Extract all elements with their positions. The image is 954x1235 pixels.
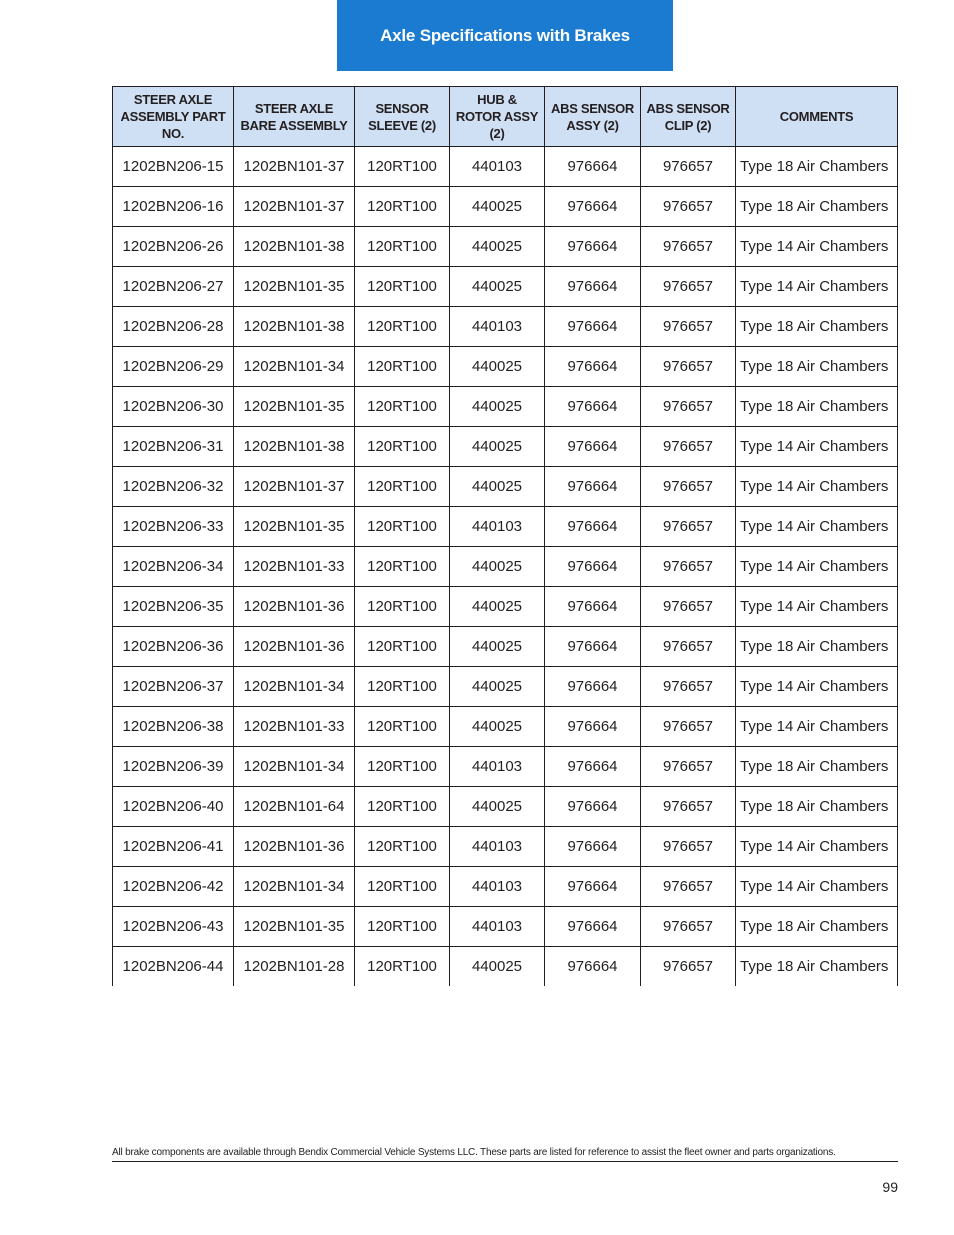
table-cell: 440025 (450, 707, 545, 747)
table-cell: 1202BN101-34 (234, 867, 355, 907)
table-cell: 976657 (641, 787, 736, 827)
table-cell: 976657 (641, 947, 736, 987)
table-cell: 440025 (450, 267, 545, 307)
footer-divider (112, 1161, 898, 1162)
table-cell: 120RT100 (355, 787, 450, 827)
table-cell: Type 18 Air Chambers (736, 147, 898, 187)
page-number: 99 (882, 1179, 898, 1195)
table-cell: 440025 (450, 427, 545, 467)
table-cell: 976664 (545, 427, 641, 467)
table-row (113, 147, 898, 187)
table-cell: 440025 (450, 347, 545, 387)
table-cell: 120RT100 (355, 627, 450, 667)
table-cell: 120RT100 (355, 187, 450, 227)
table-cell: 1202BN206-40 (113, 787, 234, 827)
table-cell: 976657 (641, 387, 736, 427)
table-cell: 976664 (545, 267, 641, 307)
table-cell: 1202BN101-37 (234, 467, 355, 507)
table-cell: Type 18 Air Chambers (736, 627, 898, 667)
table-cell: 440103 (450, 147, 545, 187)
table-row (113, 667, 898, 707)
table-row (113, 467, 898, 507)
table-cell: 1202BN101-38 (234, 307, 355, 347)
table-cell: 1202BN101-38 (234, 227, 355, 267)
table-cell: 976657 (641, 827, 736, 867)
table-cell: 976657 (641, 467, 736, 507)
table-cell: 440025 (450, 667, 545, 707)
table-cell: 1202BN101-33 (234, 547, 355, 587)
table-cell: 976664 (545, 307, 641, 347)
column-header: HUB & ROTOR ASSY (2) (450, 87, 545, 147)
table-cell: 120RT100 (355, 507, 450, 547)
table-cell: 1202BN101-35 (234, 267, 355, 307)
table-cell: 120RT100 (355, 907, 450, 947)
table-cell: 120RT100 (355, 147, 450, 187)
table-cell: 1202BN101-34 (234, 667, 355, 707)
table-cell: Type 18 Air Chambers (736, 907, 898, 947)
table-row (113, 387, 898, 427)
table-cell: 120RT100 (355, 387, 450, 427)
table-cell: Type 18 Air Chambers (736, 747, 898, 787)
table-cell: 120RT100 (355, 707, 450, 747)
table-cell: 976664 (545, 467, 641, 507)
table-cell: Type 18 Air Chambers (736, 187, 898, 227)
table-cell: 1202BN101-34 (234, 747, 355, 787)
table-row (113, 427, 898, 467)
axle-spec-table (112, 86, 898, 986)
table-cell: Type 14 Air Chambers (736, 467, 898, 507)
table-cell: 976657 (641, 307, 736, 347)
table-cell: 1202BN206-44 (113, 947, 234, 987)
table-row (113, 827, 898, 867)
table-cell: 1202BN206-30 (113, 387, 234, 427)
table-cell: 440025 (450, 947, 545, 987)
table-cell: 976664 (545, 947, 641, 987)
table-row (113, 187, 898, 227)
table-cell: Type 18 Air Chambers (736, 307, 898, 347)
table-cell: 976657 (641, 547, 736, 587)
table-cell: 976664 (545, 347, 641, 387)
table-cell: Type 14 Air Chambers (736, 547, 898, 587)
table-cell: Type 14 Air Chambers (736, 867, 898, 907)
table-row (113, 707, 898, 747)
table-cell: 440025 (450, 587, 545, 627)
table-cell: 440025 (450, 467, 545, 507)
page-title-tab (337, 0, 673, 71)
table-cell: Type 14 Air Chambers (736, 267, 898, 307)
table-row (113, 947, 898, 987)
table-cell: 1202BN206-16 (113, 187, 234, 227)
table-cell: 1202BN101-28 (234, 947, 355, 987)
table-cell: 976664 (545, 587, 641, 627)
header-row (113, 87, 898, 147)
table-cell: 120RT100 (355, 867, 450, 907)
table-cell: 1202BN101-35 (234, 507, 355, 547)
table-cell: 120RT100 (355, 267, 450, 307)
table-cell: 976657 (641, 147, 736, 187)
table-cell: 976657 (641, 347, 736, 387)
table-cell: 976664 (545, 907, 641, 947)
column-header: ABS SENSOR CLIP (2) (641, 87, 736, 147)
table-cell: 976664 (545, 747, 641, 787)
table-cell: 1202BN206-41 (113, 827, 234, 867)
table-cell: 440103 (450, 747, 545, 787)
page-title: Axle Specifications with Brakes (380, 25, 630, 45)
table-cell: 976664 (545, 667, 641, 707)
table-cell: 120RT100 (355, 827, 450, 867)
table-row (113, 307, 898, 347)
table-cell: 120RT100 (355, 427, 450, 467)
table-cell: 976664 (545, 387, 641, 427)
table-cell: 440025 (450, 787, 545, 827)
table-cell: 976657 (641, 667, 736, 707)
footnote: All brake components are available through Bendix Commercial Vehicle Systems LLC. These parts are listed for reference to assist the fleet owner and parts organizations. (112, 1147, 836, 1158)
table-cell: 440103 (450, 507, 545, 547)
table-cell: 1202BN206-15 (113, 147, 234, 187)
table-cell: 1202BN101-34 (234, 347, 355, 387)
table-cell: 120RT100 (355, 227, 450, 267)
table-cell: 440025 (450, 387, 545, 427)
table-cell: 1202BN206-37 (113, 667, 234, 707)
table-cell: 976664 (545, 827, 641, 867)
table-cell: 1202BN206-29 (113, 347, 234, 387)
table-cell: 120RT100 (355, 547, 450, 587)
table-cell: 1202BN206-33 (113, 507, 234, 547)
table-cell: Type 18 Air Chambers (736, 347, 898, 387)
table-row (113, 867, 898, 907)
table-cell: 1202BN101-36 (234, 627, 355, 667)
table-cell: 440103 (450, 307, 545, 347)
table-header (113, 87, 898, 147)
table-cell: Type 14 Air Chambers (736, 707, 898, 747)
table-cell: 976657 (641, 187, 736, 227)
table-row (113, 507, 898, 547)
table-cell: 1202BN101-35 (234, 907, 355, 947)
table-row (113, 547, 898, 587)
table-cell: 120RT100 (355, 347, 450, 387)
table-row (113, 267, 898, 307)
table-cell: 120RT100 (355, 467, 450, 507)
table-cell: 976657 (641, 427, 736, 467)
table-row (113, 747, 898, 787)
table-cell: 120RT100 (355, 307, 450, 347)
table-cell: Type 18 Air Chambers (736, 787, 898, 827)
table-cell: 440103 (450, 907, 545, 947)
table-cell: 976657 (641, 707, 736, 747)
table-cell: 440103 (450, 827, 545, 867)
column-header: ABS SENSOR ASSY (2) (545, 87, 641, 147)
table-cell: 1202BN206-38 (113, 707, 234, 747)
table-cell: 1202BN206-34 (113, 547, 234, 587)
table-cell: 1202BN101-35 (234, 387, 355, 427)
table-cell: 440103 (450, 867, 545, 907)
table-cell: 976664 (545, 867, 641, 907)
table-cell: 976664 (545, 187, 641, 227)
table-cell: 976657 (641, 627, 736, 667)
table-cell: 976657 (641, 227, 736, 267)
table-cell: 976664 (545, 507, 641, 547)
table-row (113, 907, 898, 947)
table-cell: 1202BN206-27 (113, 267, 234, 307)
table-cell: Type 14 Air Chambers (736, 227, 898, 267)
table-cell: Type 14 Air Chambers (736, 507, 898, 547)
table-body (113, 147, 898, 987)
table-cell: 1202BN206-35 (113, 587, 234, 627)
column-header: SENSOR SLEEVE (2) (355, 87, 450, 147)
table-cell: 1202BN206-26 (113, 227, 234, 267)
table-cell: 1202BN206-28 (113, 307, 234, 347)
table-row (113, 787, 898, 827)
column-header: COMMENTS (736, 87, 898, 147)
table-cell: 1202BN206-36 (113, 627, 234, 667)
table-cell: 976657 (641, 907, 736, 947)
table-cell: 1202BN206-42 (113, 867, 234, 907)
table-row (113, 587, 898, 627)
column-header: STEER AXLE BARE ASSEMBLY (234, 87, 355, 147)
table-row (113, 627, 898, 667)
table-cell: 120RT100 (355, 747, 450, 787)
table-cell: 976657 (641, 747, 736, 787)
table-row (113, 347, 898, 387)
table-cell: 976664 (545, 547, 641, 587)
table-cell: 1202BN101-37 (234, 147, 355, 187)
table-cell: 976664 (545, 227, 641, 267)
table-cell: 1202BN101-36 (234, 587, 355, 627)
table-cell: 976657 (641, 267, 736, 307)
table-cell: 1202BN206-31 (113, 427, 234, 467)
table-cell: Type 14 Air Chambers (736, 667, 898, 707)
table-cell: 440025 (450, 227, 545, 267)
table-cell: 976664 (545, 147, 641, 187)
table-cell: 976664 (545, 787, 641, 827)
table-cell: Type 14 Air Chambers (736, 587, 898, 627)
table-cell: 440025 (450, 627, 545, 667)
table-cell: Type 18 Air Chambers (736, 947, 898, 987)
column-header: STEER AXLE ASSEMBLY PART NO. (113, 87, 234, 147)
table-cell: 1202BN206-43 (113, 907, 234, 947)
table-cell: 976664 (545, 707, 641, 747)
table-cell: 1202BN101-38 (234, 427, 355, 467)
table-cell: 1202BN101-33 (234, 707, 355, 747)
table-cell: Type 18 Air Chambers (736, 387, 898, 427)
table-cell: 976657 (641, 507, 736, 547)
table-cell: 976657 (641, 587, 736, 627)
table-cell: 1202BN101-37 (234, 187, 355, 227)
table-cell: 120RT100 (355, 947, 450, 987)
table-cell: 976664 (545, 627, 641, 667)
table-row (113, 227, 898, 267)
table-cell: 120RT100 (355, 587, 450, 627)
table-cell: Type 14 Air Chambers (736, 427, 898, 467)
table-cell: 440025 (450, 187, 545, 227)
table-cell: 1202BN206-39 (113, 747, 234, 787)
table-cell: 120RT100 (355, 667, 450, 707)
table-cell: 1202BN101-36 (234, 827, 355, 867)
table-cell: 1202BN206-32 (113, 467, 234, 507)
table-cell: 1202BN101-64 (234, 787, 355, 827)
table-cell: 440025 (450, 547, 545, 587)
table-cell: Type 14 Air Chambers (736, 827, 898, 867)
table-cell: 976657 (641, 867, 736, 907)
